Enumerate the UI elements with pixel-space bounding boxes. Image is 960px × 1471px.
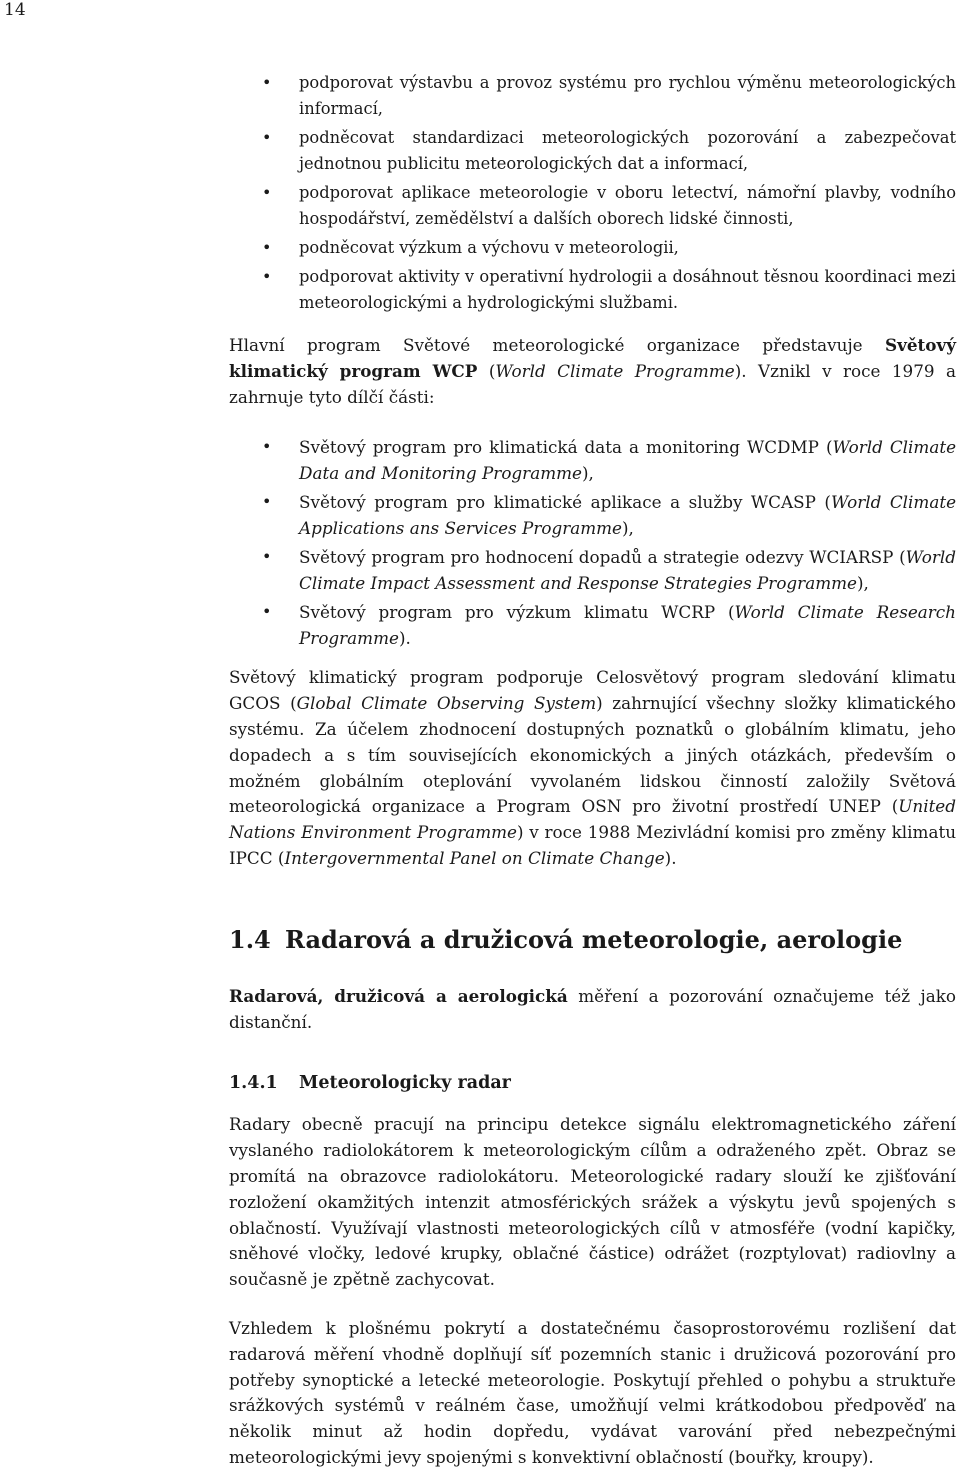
wcp-parts-list [229, 434, 956, 651]
radar-paragraph-2: Vzhledem k plošnému pokrytí a dostatečnému časoprostorovému rozlišení dat radarová měření vhodně doplňují síť pozemních stanic i družicová pozorování pro potřeby synoptické a letecké meteorologie. Poskytují přehled o pohybu a struktuře srážkových systémů v reálném čase, umožňují velmi krátkodobou předpověď na několik minut až hodin dopředu, vydávat varování před nebezpečnými meteorologickými jevy spojenými s konvektivní oblačností (bouřky, kroupy). [229, 1317, 956, 1467]
wmo-goals-list [229, 70, 956, 316]
list-item: • podporovat aplikace meteorologie v oboru letectví, námořní plavby, vodního hospodářství, zemědělství a dalších oborech lidské činnosti, [229, 180, 956, 232]
list-item: • Světový program pro klimatická data a monitoring WCDMP (World Climate Data and Monitoring Programme), [229, 434, 956, 486]
radar-paragraph-1: Radary obecně pracují na principu detekce signálu elektromagnetického záření vyslaného radiolokátorem k meteorologickým cílům a odraženého zpět. Obraz se promítá na obrazovce radiolokátoru. Meteorologické radary slouží ke zjišťování rozložení okamžitých intenzit atmosférických srážek a výskytu jevů spojených s oblačností. Využívají vlastnosti meteorologických cílů v atmosféře (vodní kapičky, sněhové vločky, ledové krupky, oblačné částice) odrážet (rozptylovat) radiovlny a současně je zpětně zachycovat. [229, 1114, 956, 1290]
bullet-icon: • [262, 128, 272, 147]
list-item: • Světový program pro hodnocení dopadů a strategie odezvy WCIARSP (World Climate Impact Assessment and Response Strategies Programme), [229, 544, 956, 596]
page-content [229, 70, 956, 1471]
subsection-number: 1.4.1 [229, 1073, 278, 1094]
bullet-icon: • [262, 183, 272, 202]
bullet-icon: • [262, 602, 272, 622]
intro-paragraph: Radarová, družicová a aerologická měření a pozorování označujeme též jako distanční. [229, 985, 956, 1032]
section-number: 1.4 [229, 924, 271, 954]
section-title: Radarová a družicová meteorologie, aerologie [285, 924, 903, 954]
bullet-icon: • [262, 267, 272, 286]
list-item: • podporovat výstavbu a provoz systému pro rychlou výměnu meteorologických informací, [229, 70, 956, 122]
list-item: • podněcovat standardizaci meteorologických pozorování a zabezpečovat jednotnou publicitu meteorologických dat a informací, [229, 125, 956, 177]
bullet-icon: • [262, 238, 272, 257]
list-item: • podněcovat výzkum a výchovu v meteorologii, [229, 235, 956, 261]
subsection-title: Meteorologicky radar [299, 1073, 511, 1094]
subsection-heading [229, 1071, 956, 1095]
bullet-icon: • [262, 492, 272, 512]
list-item: • Světový program pro výzkum klimatu WCRP (World Climate Research Programme). [229, 599, 956, 651]
wcp-paragraph: Hlavní program Světové meteorologické organizace představuje Světový klimatický program WCP (World Climate Programme). Vznikl v roce 1979 a zahrnuje tyto dílčí části: [229, 335, 957, 407]
bullet-icon: • [262, 73, 272, 92]
gcos-paragraph: Světový klimatický program podporuje Celosvětový program sledování klimatu GCOS (Global Climate Observing System) zahrnující všechny složky klimatického systému. Za účelem zhodnocení dostupných poznatků o globálním klimatu, jeho dopadech a s tím souvisejících ekonomických a jiných otázkách, především o možném globálním oteplování vyvolaném lidskou činností založily Světová meteorologická organizace a Program OSN pro životní prostředí UNEP (United Nations Environment Programme) v roce 1988 Mezivládní komisi pro změny klimatu IPCC (Intergovernmental Panel on Climate Change). [229, 667, 956, 868]
section-heading [229, 925, 956, 955]
page-number: 14 [4, 0, 26, 20]
bullet-icon: • [262, 547, 272, 567]
bullet-icon: • [262, 437, 272, 457]
list-item: • podporovat aktivity v operativní hydrologii a dosáhnout těsnou koordinaci mezi meteorologickými a hydrologickými službami. [229, 264, 956, 316]
list-item: • Světový program pro klimatické aplikace a služby WCASP (World Climate Applications ans Services Programme), [229, 489, 956, 541]
